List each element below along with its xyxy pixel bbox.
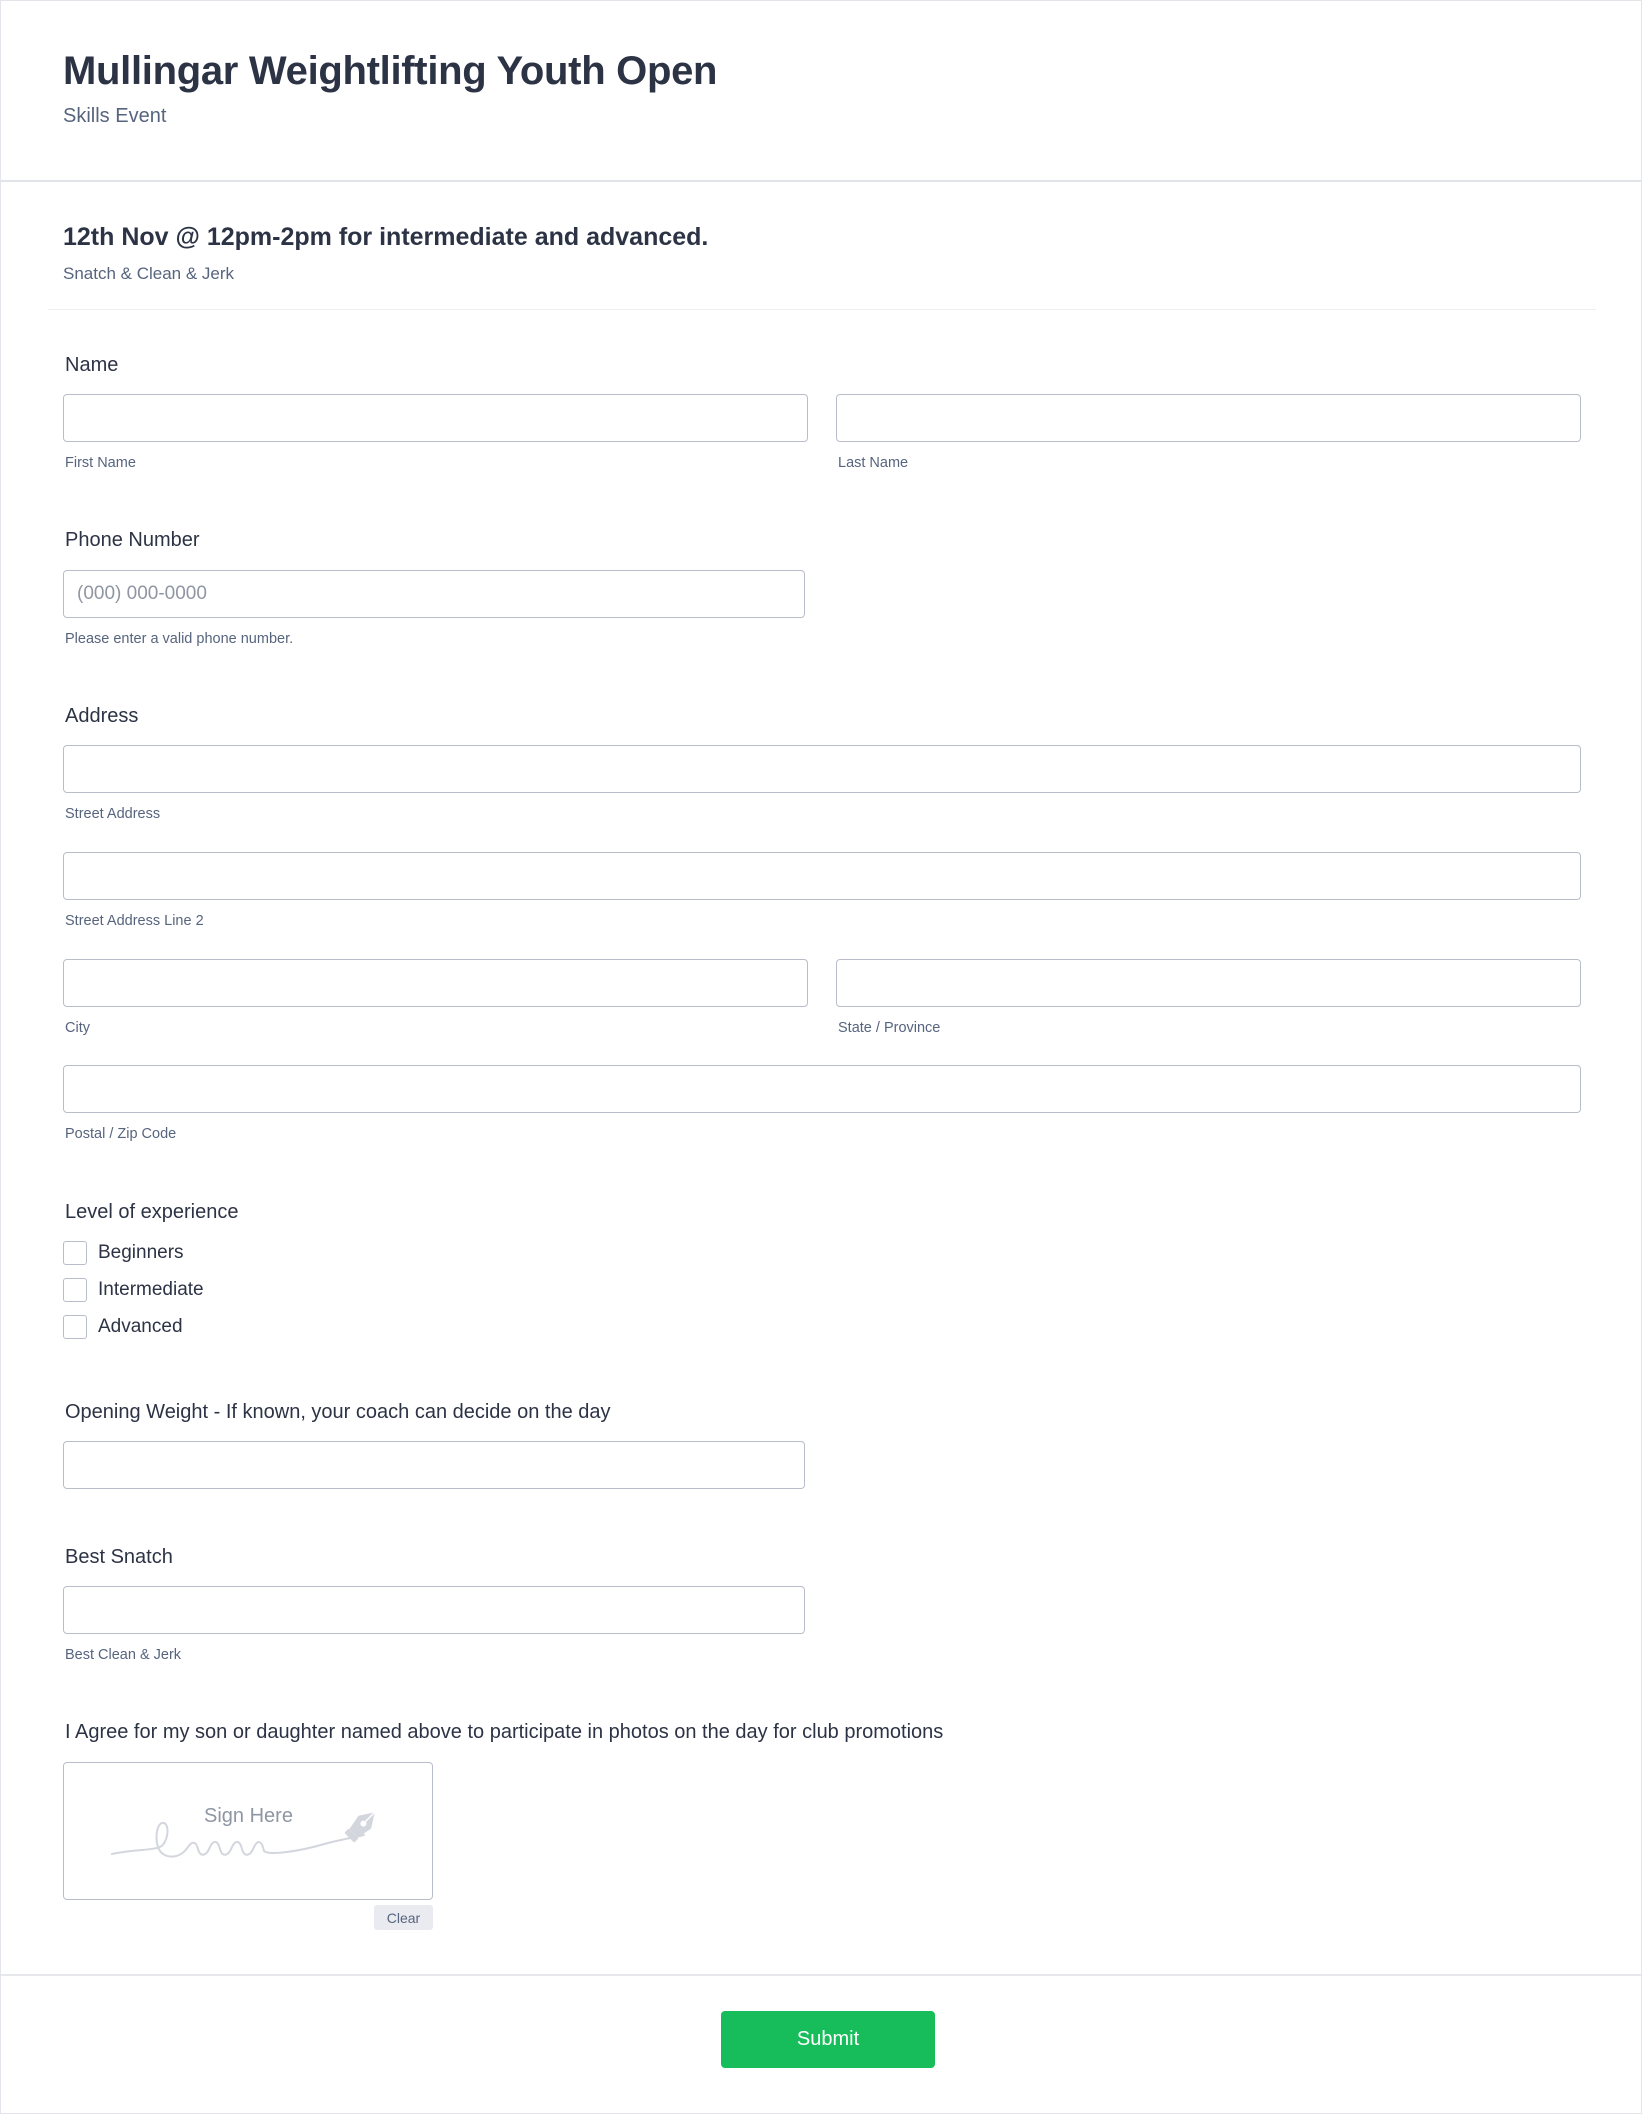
section-heading — [63, 223, 709, 283]
form-header — [1, 1, 1641, 182]
postal-code-input[interactable] — [63, 1065, 1581, 1113]
phone-label: Phone Number — [65, 529, 200, 551]
street-address-sublabel: Street Address — [65, 806, 161, 822]
submit-button[interactable]: Submit — [721, 2011, 935, 2068]
address-label: Address — [65, 705, 139, 727]
best-clean-jerk-sublabel: Best Clean & Jerk — [65, 1647, 182, 1663]
experience-option-intermediate[interactable] — [63, 1278, 204, 1302]
state-input[interactable] — [836, 959, 1581, 1007]
photo-consent-label: I Agree for my son or daughter named above to participate in photos on the day for club promotions — [65, 1721, 944, 1743]
form-title: Mullingar Weightlifting Youth Open — [63, 49, 718, 93]
intermediate-label: Intermediate — [98, 1279, 204, 1300]
intermediate-checkbox[interactable] — [63, 1278, 87, 1302]
beginners-checkbox[interactable] — [63, 1241, 87, 1265]
experience-option-beginners[interactable] — [63, 1241, 184, 1265]
phone-input[interactable] — [63, 570, 805, 618]
best-snatch-label: Best Snatch — [65, 1546, 173, 1568]
street-address-input[interactable] — [63, 745, 1581, 793]
city-input[interactable] — [63, 959, 808, 1007]
experience-option-advanced[interactable] — [63, 1315, 183, 1339]
city-sublabel: City — [65, 1020, 90, 1036]
opening-weight-label: Opening Weight - If known, your coach can decide on the day — [65, 1401, 611, 1423]
last-name-sublabel: Last Name — [838, 455, 909, 471]
last-name-input[interactable] — [836, 394, 1581, 442]
signature-pad[interactable] — [63, 1762, 433, 1900]
section-divider — [48, 309, 1596, 310]
advanced-label: Advanced — [98, 1316, 183, 1337]
section-subtitle: Snatch & Clean & Jerk — [63, 264, 235, 283]
experience-label: Level of experience — [65, 1201, 239, 1223]
phone-sublabel: Please enter a valid phone number. — [65, 631, 294, 647]
postal-code-sublabel: Postal / Zip Code — [65, 1126, 177, 1142]
name-label: Name — [65, 354, 119, 376]
section-title: 12th Nov @ 12pm-2pm for intermediate and advanced. — [63, 223, 709, 251]
street-address-line2-sublabel: Street Address Line 2 — [65, 913, 204, 929]
beginners-label: Beginners — [98, 1242, 184, 1263]
first-name-sublabel: First Name — [65, 455, 136, 471]
pen-nib-icon — [340, 1803, 384, 1847]
opening-weight-input[interactable] — [63, 1441, 805, 1489]
clear-signature-button[interactable]: Clear — [374, 1905, 433, 1930]
first-name-input[interactable] — [63, 394, 808, 442]
state-sublabel: State / Province — [838, 1020, 941, 1036]
best-snatch-input[interactable] — [63, 1586, 805, 1634]
signature-placeholder: Sign Here — [204, 1805, 293, 1827]
advanced-checkbox[interactable] — [63, 1315, 87, 1339]
form-subtitle: Skills Event — [63, 105, 167, 127]
street-address-line2-input[interactable] — [63, 852, 1581, 900]
